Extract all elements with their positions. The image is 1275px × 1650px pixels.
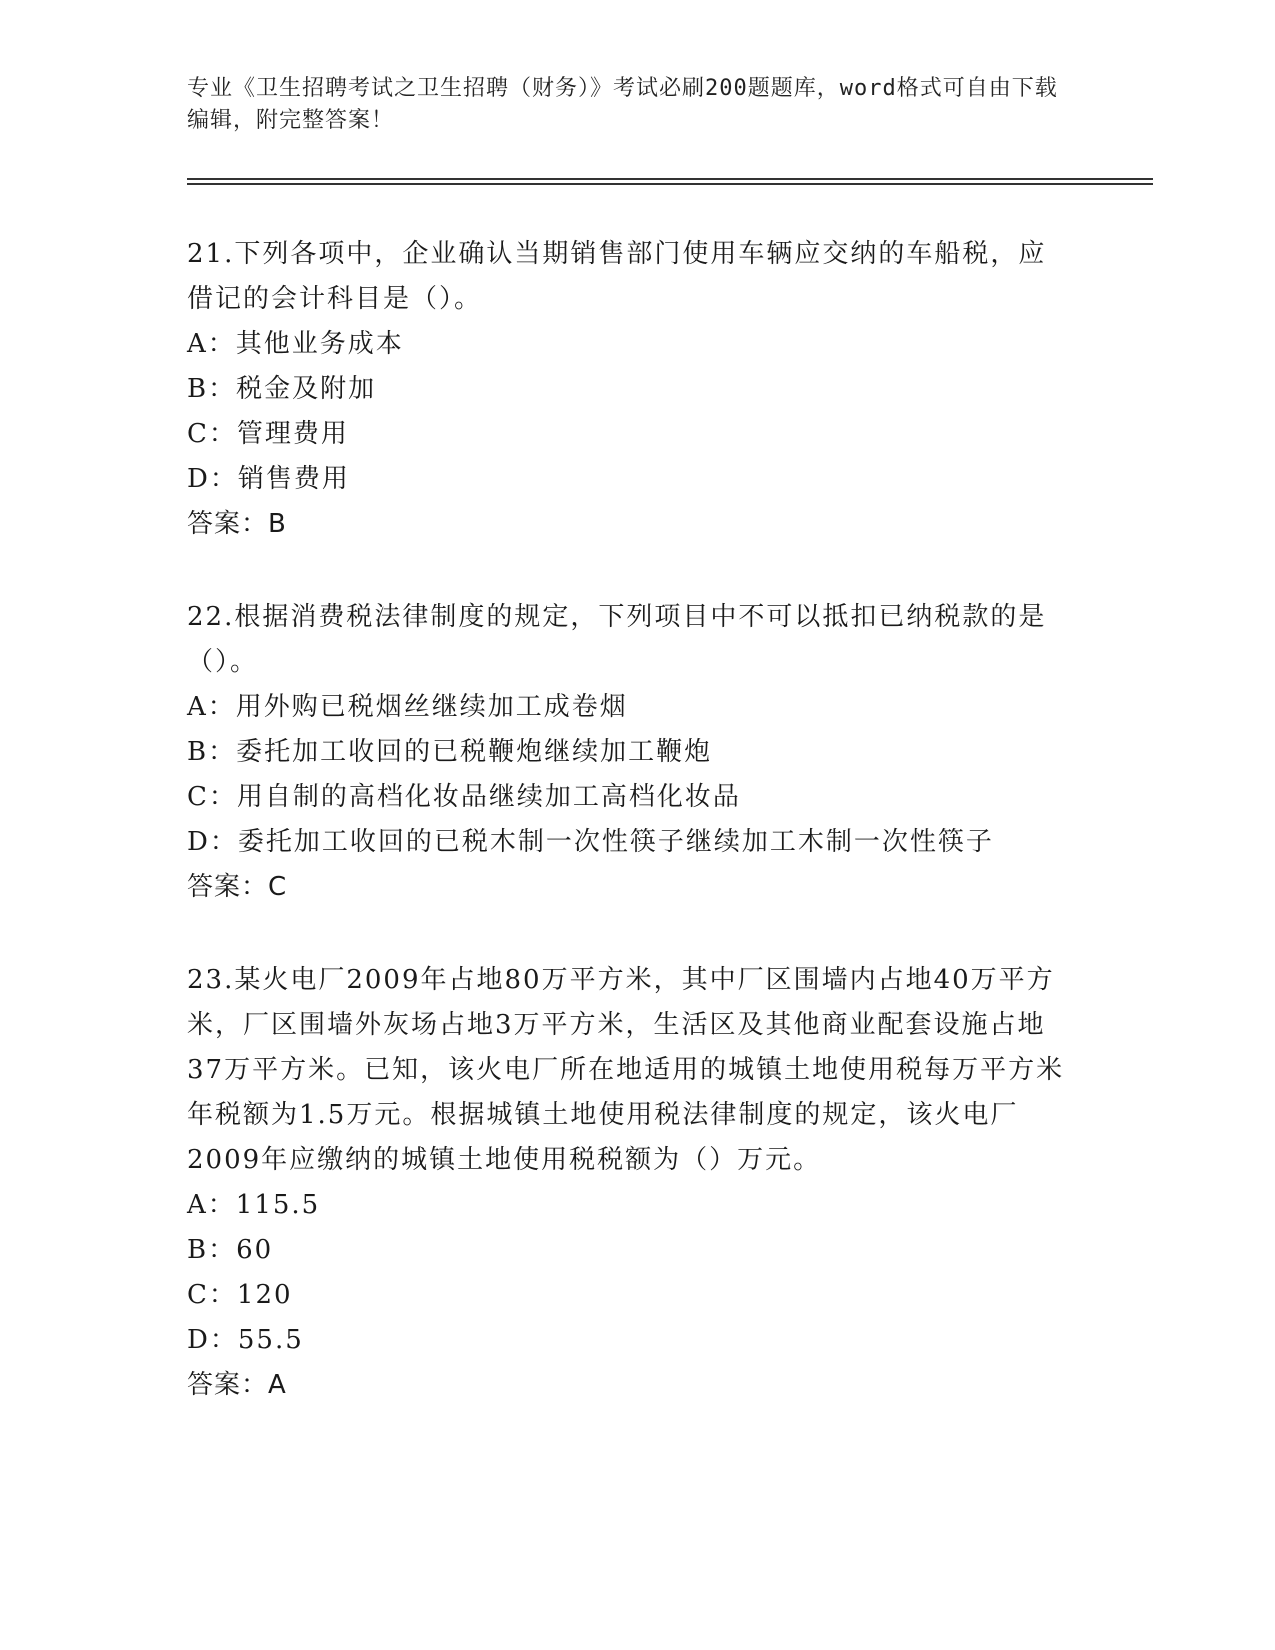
- option-a: [187, 685, 1067, 730]
- option-c: [187, 1273, 1067, 1318]
- option-d: [187, 820, 1067, 865]
- option-text: 120: [236, 1280, 293, 1310]
- option-text: 其他业务成本: [235, 329, 404, 359]
- option-key: B：: [187, 737, 237, 767]
- option-text: 销售费用: [237, 464, 350, 494]
- document-header: 专业《卫生招聘考试之卫生招聘（财务）》考试必刷200题题库，word格式可自由下载编辑，附完整答案！: [187, 76, 1058, 133]
- option-text: 用外购已税烟丝继续加工成卷烟: [235, 692, 628, 722]
- option-text: 115.5: [235, 1190, 321, 1220]
- answer-line: 答案：B: [187, 509, 287, 539]
- option-d: [187, 457, 1067, 502]
- option-list: [187, 1183, 1067, 1363]
- option-a: [187, 322, 1067, 367]
- question-stem: 22.根据消费税法律制度的规定，下列项目中不可以抵扣已纳税款的是（）。: [187, 602, 1047, 677]
- option-text: 55.5: [237, 1325, 304, 1355]
- option-text: 委托加工收回的已税木制一次性筷子继续加工木制一次性筷子: [237, 827, 994, 857]
- option-c: [187, 412, 1067, 457]
- header-divider-bottom: [187, 183, 1153, 185]
- answer-line: 答案：C: [187, 872, 288, 902]
- question-21: [187, 232, 1067, 547]
- answer-line: 答案：A: [187, 1370, 287, 1400]
- option-key: C：: [187, 1280, 237, 1310]
- question-stem: 23.某火电厂2009年占地80万平方米，其中厂区围墙内占地40万平方米，厂区围墙外灰场占地3万平方米，生活区及其他商业配套设施占地37万平方米。已知，该火电厂所在地适用的城镇土地使用税每万平方米年税额为1.5万元。根据城镇土地使用税法律制度的规定，该火电厂2009年应缴纳的城镇土地使用税税额为（）万元。: [187, 965, 1065, 1175]
- option-key: D：: [187, 827, 238, 857]
- option-b: [187, 730, 1067, 775]
- option-text: 60: [236, 1235, 274, 1265]
- option-b: [187, 1228, 1067, 1273]
- option-key: C：: [187, 782, 237, 812]
- question-22: [187, 595, 1067, 910]
- option-key: B：: [187, 1235, 237, 1265]
- option-key: A：: [187, 329, 236, 359]
- option-key: C：: [187, 419, 237, 449]
- option-key: D：: [187, 1325, 238, 1355]
- option-text: 委托加工收回的已税鞭炮继续加工鞭炮: [236, 737, 713, 767]
- option-d: [187, 1318, 1067, 1363]
- option-list: [187, 685, 1067, 865]
- option-key: A：: [187, 692, 236, 722]
- option-key: B：: [187, 374, 237, 404]
- option-text: 税金及附加: [236, 374, 377, 404]
- question-stem: 21.下列各项中，企业确认当期销售部门使用车辆应交纳的车船税，应借记的会计科目是（）。: [187, 239, 1047, 314]
- option-list: [187, 322, 1067, 502]
- option-text: 用自制的高档化妆品继续加工高档化妆品: [236, 782, 741, 812]
- header-divider-top: [187, 178, 1153, 180]
- option-key: D：: [187, 464, 238, 494]
- option-text: 管理费用: [236, 419, 349, 449]
- option-c: [187, 775, 1067, 820]
- option-a: [187, 1183, 1067, 1228]
- option-b: [187, 367, 1067, 412]
- question-23: [187, 958, 1067, 1408]
- option-key: A：: [187, 1190, 236, 1220]
